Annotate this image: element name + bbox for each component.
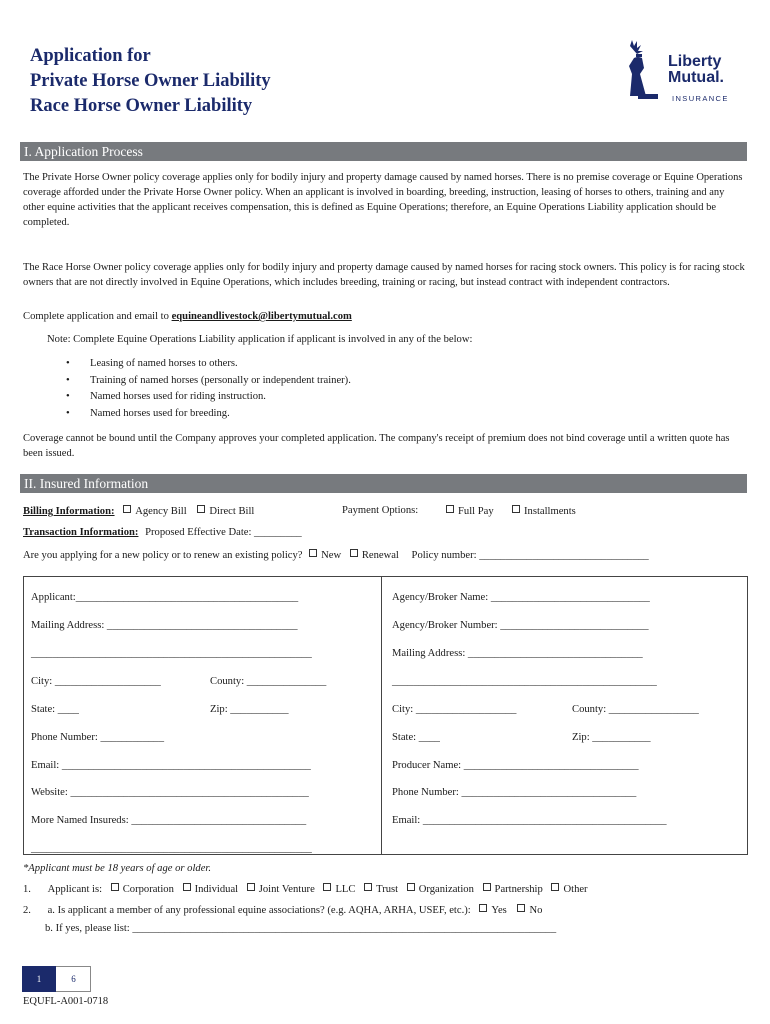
transaction-row (23, 527, 302, 538)
agency-bill-checkbox[interactable] (123, 505, 131, 513)
other-checkbox[interactable] (551, 883, 559, 891)
payment-options-label: Payment Options: (342, 505, 419, 516)
installments-checkbox[interactable] (512, 505, 520, 513)
individual-checkbox[interactable] (183, 883, 191, 891)
agency-mailing-address-field[interactable]: Mailing Address: _________________________________ (392, 648, 643, 659)
named-insureds-line-2[interactable]: _____________________________________________________ (31, 843, 312, 854)
page-title (30, 44, 271, 119)
phone-number-field[interactable]: Phone Number: ____________ (31, 732, 165, 743)
note-text: Note: Complete Equine Operations Liability application if applicant is involved in any of the below: (47, 334, 473, 345)
race-horse-owner-paragraph: The Race Horse Owner policy coverage applies only for bodily injury and property damage caused by named horses for racing stock owners. This policy is for racing stock owners that are not directly involved in Equine Operations, which includes breeding, training or racing, but instead contract with independent contractors. (23, 262, 745, 288)
full-pay-label: Full Pay (458, 506, 494, 517)
agency-state-field[interactable]: State: ____ (392, 732, 440, 743)
full-pay-option (446, 505, 494, 517)
yes-checkbox[interactable] (479, 904, 487, 912)
logo-line-1: Liberty (668, 53, 722, 70)
email-instruction (23, 311, 352, 322)
option-label: Trust (376, 884, 399, 895)
section-heading-insured-information: II. Insured Information (20, 474, 747, 493)
mailing-address-field[interactable]: Mailing Address: ____________________________________ (31, 620, 298, 631)
option-label: Other (563, 884, 588, 895)
email-field[interactable]: Email: _______________________________________________ (31, 760, 311, 771)
agency-broker-number-field[interactable]: Agency/Broker Number: ____________________________ (392, 620, 649, 631)
new-checkbox[interactable] (309, 549, 317, 557)
title-line-2: Private Horse Owner Liability (30, 71, 271, 91)
title-line-3: Race Horse Owner Liability (30, 96, 253, 116)
total-pages: 6 (71, 974, 76, 984)
agency-broker-name-field[interactable]: Agency/Broker Name: ______________________________ (392, 592, 650, 603)
policy-number-field[interactable]: Policy number: ________________________________ (411, 550, 649, 561)
coverage-note: Coverage cannot be bound until the Company approves your completed application. The company's receipt of premium does not bind coverage until a written quote has been issued. (23, 433, 730, 459)
question-number: 2. (23, 905, 31, 916)
question-number: 1. (23, 884, 31, 895)
organization-checkbox[interactable] (407, 883, 415, 891)
no-label: No (529, 905, 543, 916)
direct-bill-label: Direct Bill (209, 506, 255, 517)
associations-list-field[interactable]: b. If yes, please list: ________________________________________________________________________________ (45, 923, 557, 934)
joint-venture-checkbox[interactable] (247, 883, 255, 891)
question-1-label: Applicant is: (47, 884, 103, 895)
yes-label: Yes (491, 905, 507, 916)
logo-line-2: Mutual. (668, 69, 724, 86)
form-code: EQUFL-A001-0718 (23, 996, 109, 1007)
agency-county-field[interactable]: County: _________________ (572, 704, 699, 715)
agency-phone-number-field[interactable]: Phone Number: _________________________________ (392, 787, 637, 798)
renewal-checkbox[interactable] (350, 549, 358, 557)
agency-zip-field[interactable]: Zip: ___________ (572, 732, 651, 743)
option-label: Individual (194, 884, 239, 895)
title-line-1: Application for (30, 46, 151, 66)
agency-city-field[interactable]: City: ___________________ (392, 704, 517, 715)
email-link[interactable]: equineandlivestock@libertymutual.com (171, 311, 352, 322)
more-named-insureds-field[interactable]: More Named Insureds: _________________________________ (31, 815, 307, 826)
direct-bill-checkbox[interactable] (197, 505, 205, 513)
applicant-field[interactable]: Applicant:__________________________________________ (31, 592, 299, 603)
list-item: • Training of named horses (personally or independent trainer). (66, 373, 351, 390)
age-requirement-note: *Applicant must be 18 years of age or older. (23, 863, 212, 874)
question-2a-text: a. Is applicant a member of any professional equine associations? (e.g. AQHA, ARHA, USEF, etc.): (47, 905, 471, 916)
agency-mailing-address-line-2[interactable]: __________________________________________________ (392, 676, 657, 687)
renewal-label: Renewal (361, 550, 399, 561)
agency-email-field[interactable]: Email: ______________________________________________ (392, 815, 667, 826)
new-or-renew-question: Are you applying for a new policy or to renew an existing policy? (23, 550, 303, 561)
city-field[interactable]: City: ____________________ (31, 676, 161, 687)
option-label: Organization (418, 884, 474, 895)
state-field[interactable]: State: ____ (31, 704, 79, 715)
new-or-renew-row (23, 549, 649, 561)
trust-checkbox[interactable] (364, 883, 372, 891)
logo-wordmark (668, 54, 724, 86)
question-1 (23, 883, 588, 895)
option-label: Partnership (494, 884, 543, 895)
list-item: • Named horses used for riding instruction. (66, 389, 351, 406)
producer-name-field[interactable]: Producer Name: _________________________________ (392, 760, 639, 771)
logo-subtitle: INSURANCE (672, 94, 729, 103)
zip-field[interactable]: Zip: ___________ (210, 704, 289, 715)
transaction-label: Transaction Information: (23, 527, 139, 538)
email-prefix: Complete application and email to (23, 311, 172, 322)
no-checkbox[interactable] (517, 904, 525, 912)
option-label: LLC (335, 884, 356, 895)
website-field[interactable]: Website: _____________________________________________ (31, 787, 309, 798)
llc-checkbox[interactable] (323, 883, 331, 891)
list-item: • Named horses used for breeding. (66, 406, 351, 423)
option-label: Corporation (122, 884, 174, 895)
box-divider (381, 576, 382, 855)
option-label: Joint Venture (258, 884, 315, 895)
insured-info-box (23, 576, 748, 855)
billing-label: Billing Information: (23, 506, 115, 517)
corporation-checkbox[interactable] (111, 883, 119, 891)
partnership-checkbox[interactable] (483, 883, 491, 891)
county-field[interactable]: County: _______________ (210, 676, 327, 687)
agency-bill-label: Agency Bill (135, 506, 187, 517)
billing-row (23, 505, 254, 517)
list-item: • Leasing of named horses to others. (66, 356, 351, 373)
current-page: 1 (22, 966, 56, 992)
installments-option (512, 505, 576, 517)
equine-operations-list (66, 356, 351, 422)
private-horse-owner-paragraph: The Private Horse Owner policy coverage applies only for bodily injury and property damage caused by named horses. There is no premise coverage or Equine Operations coverage afforded under the Private Horse Owner policy. When an applicant is involved in boarding, breeding, instruction, leasing of horses to others, training and any other equine activities that the applicant receives compensation, this is defined as Equine Operations; therefore, an Equine Operations Liability application should be completed. (23, 172, 743, 228)
mailing-address-line-2[interactable]: _____________________________________________________ (31, 648, 312, 659)
full-pay-checkbox[interactable] (446, 505, 454, 513)
effective-date-field[interactable]: Proposed Effective Date: _________ (145, 527, 302, 538)
installments-label: Installments (524, 506, 576, 517)
section-heading-application-process: I. Application Process (20, 142, 747, 161)
question-2a (23, 904, 542, 916)
new-label: New (321, 550, 342, 561)
